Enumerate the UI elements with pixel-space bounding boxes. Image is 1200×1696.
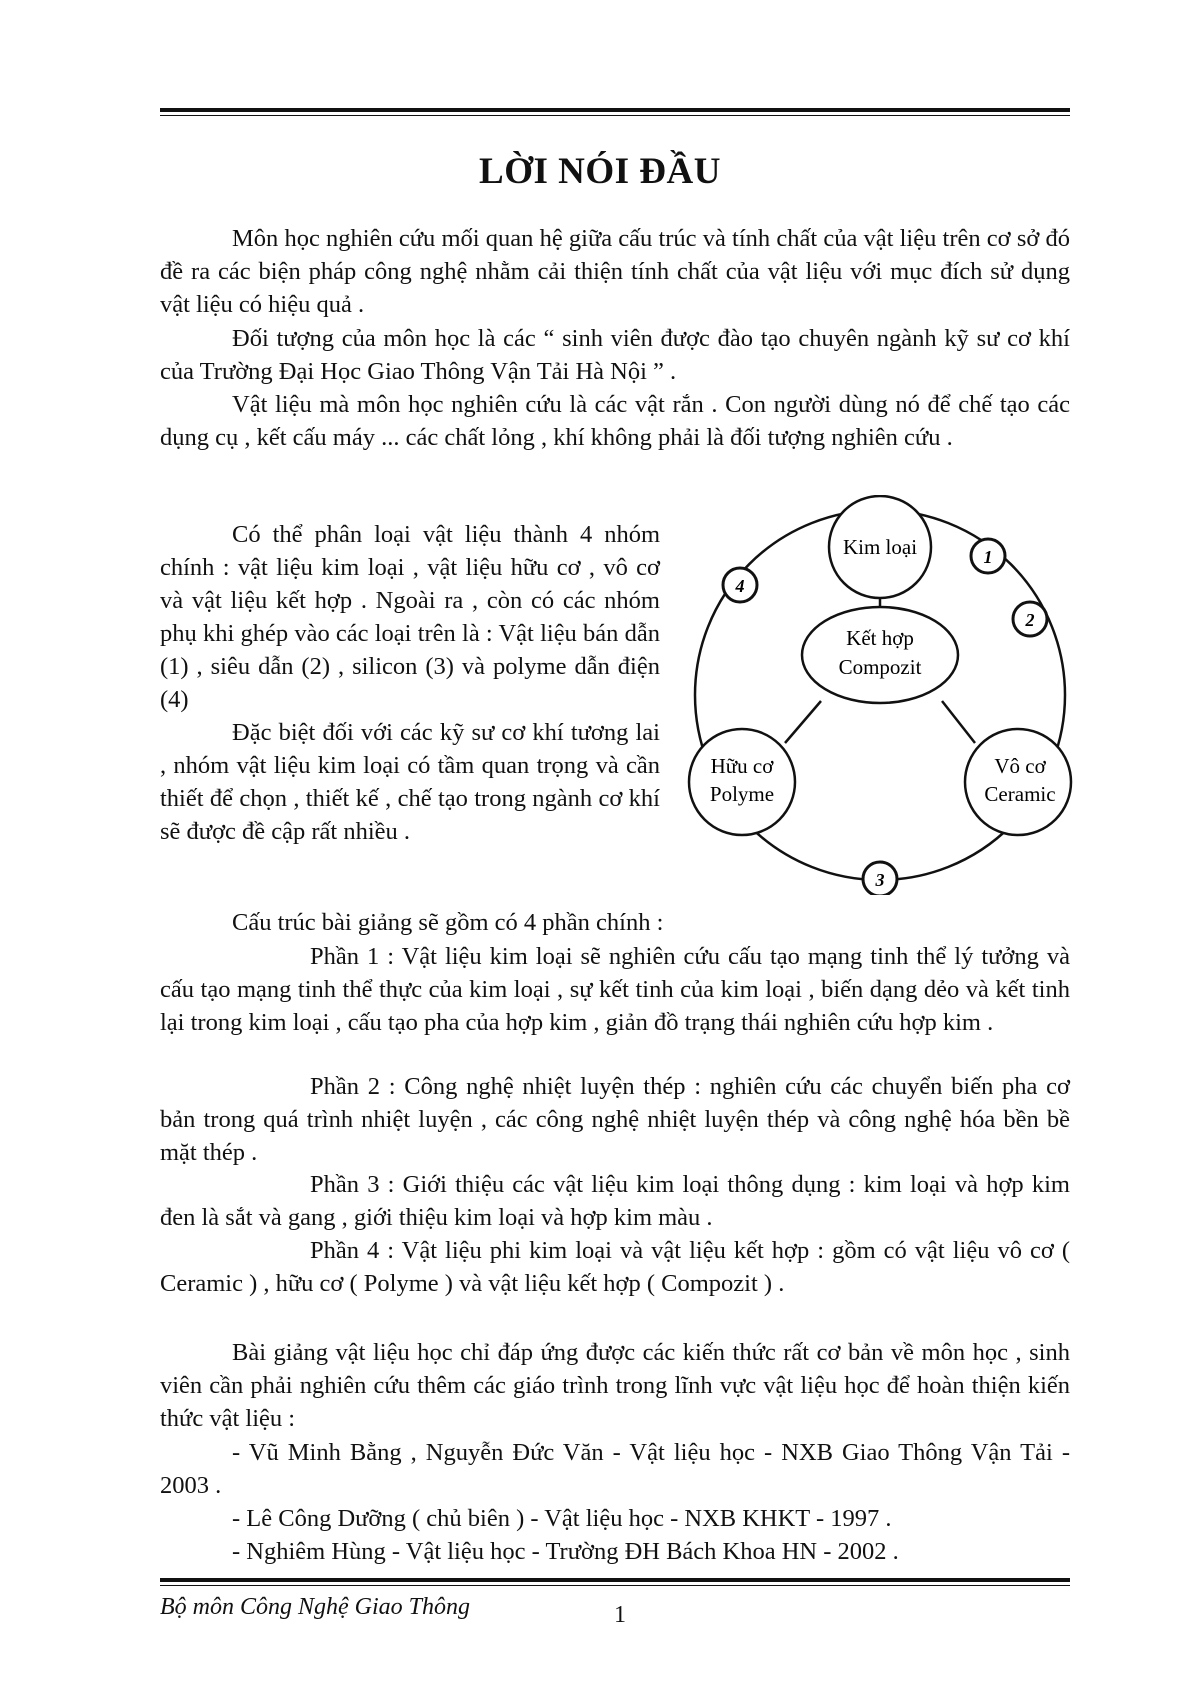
part-4: Phần 4 : Vật liệu phi kim loại và vật liệu kết hợp : gồm có vật liệu vô cơ ( Ceramic ) , hữu cơ ( Polyme ) và vật liệu kết hợp ( Compozit ) .	[160, 1237, 1070, 1297]
material-groups-diagram	[680, 495, 1080, 895]
closing-paragraph: Bài giảng vật liệu học chỉ đáp ứng được các kiến thức rất cơ bản về môn học , sinh viên cần phải nghiên cứu thêm các giáo trình trong lĩnh vực vật liệu học để hoàn thiện kiến thức vật liệu :	[160, 1339, 1070, 1432]
organic-node-label-1: Hữu cơ	[710, 754, 774, 778]
classification-paragraph-2: Đặc biệt đối với các kỹ sư cơ khí tương lai , nhóm vật liệu kim loại có tầm quan trọng và cần thiết để chọn , thiết kế , chế tạo trong ngành cơ khí sẽ được đề cập rất nhiều .	[160, 719, 660, 845]
metal-node-label: Kim loại	[842, 535, 918, 559]
page-number: 1	[614, 1602, 626, 1628]
center-node-label-1: Kết hợp	[846, 626, 914, 650]
footer-rule	[160, 1578, 1070, 1586]
intro-paragraph-1: Môn học nghiên cứu mối quan hệ giữa cấu trúc và tính chất của vật liệu trên cơ sở đó đề ra các biện pháp công nghệ nhằm cải thiện tính chất của vật liệu với mục đích sử dụng vật liệu có hiệu quả .	[160, 225, 1070, 318]
subgroup-2-label: 2	[1025, 610, 1035, 630]
header-rule	[160, 108, 1070, 116]
part-3: Phần 3 : Giới thiệu các vật liệu kim loại thông dụng : kim loại và hợp kim đen là sắt và gang , giới thiệu kim loại và hợp kim màu .	[160, 1171, 1070, 1231]
intro-paragraph-2: Đối tượng của môn học là các “ sinh viên được đào tạo chuyên ngành kỹ sư cơ khí của Trường Đại Học Giao Thông Vận Tải Hà Nội ” .	[160, 325, 1070, 385]
page-title: LỜI NÓI ĐẦU	[479, 151, 721, 192]
inorganic-node-label-1: Vô cơ	[994, 754, 1046, 778]
subgroup-4-label: 4	[735, 576, 745, 596]
connector-right	[942, 701, 975, 743]
classification-paragraph-1: Có thể phân loại vật liệu thành 4 nhóm chính : vật liệu kim loại , vật liệu hữu cơ , vô cơ và vật liệu kết hợp . Ngoài ra , còn có các nhóm phụ khi ghép vào các loại trên là : Vật liệu bán dẫn (1) , siêu dẫn (2) , silicon (3) và polyme dẫn điện (4)	[160, 521, 660, 713]
reference-2: - Lê Công Dưỡng ( chủ biên ) - Vật liệu học - NXB KHKT - 1997 .	[232, 1505, 892, 1532]
intro-paragraph-3: Vật liệu mà môn học nghiên cứu là các vật rắn . Con người dùng nó để chế tạo các dụng cụ , kết cấu máy ... các chất lỏng , khí không phải là đối tượng nghiên cứu .	[160, 391, 1070, 451]
subgroup-1-label: 1	[983, 547, 993, 567]
footer-department: Bộ môn Công Nghệ Giao Thông	[160, 1594, 471, 1620]
part-1: Phần 1 : Vật liệu kim loại sẽ nghiên cứu cấu tạo mạng tinh thể lý tưởng và cấu tạo mạng tinh thể thực của kim loại , sự kết tinh của kim loại , biến dạng dẻo và kết tinh lại trong kim loại , cấu tạo pha của hợp kim , giản đồ trạng thái nghiên cứu hợp kim .	[160, 943, 1070, 1036]
reference-3: - Nghiêm Hùng - Vật liệu học - Trường ĐH Bách Khoa HN - 2002 .	[232, 1538, 899, 1565]
center-node-label-2: Compozit	[838, 655, 922, 679]
connector-left	[785, 701, 821, 743]
organic-node-label-2: Polyme	[709, 782, 775, 806]
subgroup-3-label: 3	[875, 870, 885, 890]
inorganic-node-label-2: Ceramic	[984, 782, 1056, 806]
part-2: Phần 2 : Công nghệ nhiệt luyện thép : nghiên cứu các chuyển biến pha cơ bản trong quá trình nhiệt luyện , các công nghệ nhiệt luyện thép và công nghệ hóa bền bề mặt thép .	[160, 1073, 1070, 1166]
reference-1: - Vũ Minh Bằng , Nguyễn Đức Văn - Vật liệu học - NXB Giao Thông Vận Tải - 2003 .	[160, 1439, 1070, 1499]
structure-intro: Cấu trúc bài giảng sẽ gồm có 4 phần chính :	[232, 909, 664, 936]
